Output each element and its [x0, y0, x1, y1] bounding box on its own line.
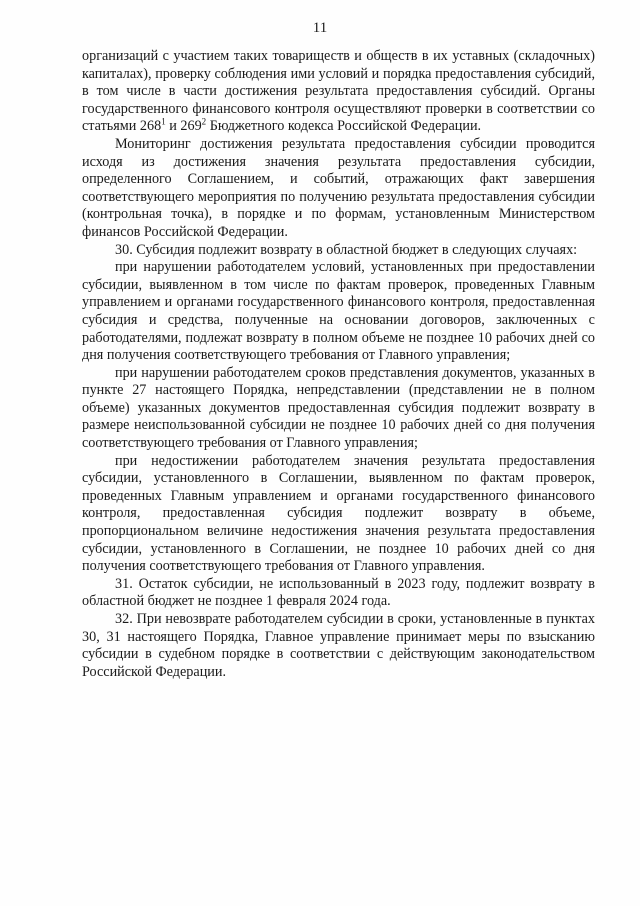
text-run: 30. Субсидия подлежит возврату в областной бюджет в следующих случаях:: [115, 241, 578, 258]
text-run: Бюджетного кодекса Российской Федерации.: [206, 118, 482, 135]
paragraph: [82, 259, 595, 365]
page-number: 11: [312, 20, 328, 36]
superscript: 2: [201, 116, 207, 127]
text-run: 32. При невозврате работодателем субсидии в сроки, установленные в пунктах 30, 31 настоящего Порядка, Главное управление принимает меры по взысканию субсидии в судебном порядке в соответствии с действующим законодательством Российской Федерации.: [82, 611, 595, 680]
paragraph: [82, 242, 595, 260]
paragraph: [82, 576, 595, 611]
text-run: организаций с участием таких товариществ и обществ в их уставных (складочных) капиталах), проверку соблюдения ими условий и порядка предоставления субсидий, в том числе в части достижения результата предоставления субсидий. Органы государственного финансового контроля осуществляют проверки в соответствии со статьями 268: [82, 48, 595, 135]
paragraph: [82, 48, 595, 136]
superscript: 1: [161, 116, 166, 127]
text-run: при нарушении работодателем условий, установленных при предоставлении субсидии, выявленном в том числе по фактам проверок, проведенных Главным управлением и органами государственного финансового контроля, предоставленная субсидия и средства, полученные на основании договоров, заключенных с работодателями, подлежат возврату в полном объеме не позднее 10 рабочих дней со дня получения соответствующего требования от Главного управления;: [82, 259, 595, 364]
paragraph: [82, 611, 595, 681]
text-run: и 269: [165, 118, 202, 135]
paragraph: [82, 453, 595, 576]
text-run: при недостижении работодателем значения результата предоставления субсидии, установленного в Соглашении, выявленном по фактам проверок, проведенных Главным управлением и органами государственного финансового контроля, предоставленная субсидия подлежит возврату в объеме, пропорциональном величине недостижения значения результата предоставления субсидии, установленного в Соглашении, не позднее 10 рабочих дней со дня получения соответствующего требования от Главного управления.: [82, 452, 595, 575]
document-body: [82, 48, 595, 681]
text-run: при нарушении работодателем сроков представления документов, указанных в пункте 27 настоящего Порядка, непредставлении (представлении не в полном объеме) указанных документов предоставленная субсидия подлежит возврату в размере неиспользованной субсидии не позднее 10 рабочих дней со дня получения соответствующего требования от Главного управления;: [82, 364, 595, 452]
paragraph: [82, 365, 595, 453]
paragraph: [82, 136, 595, 242]
text-run: Мониторинг достижения результата предоставления субсидии проводится исходя из достижения значения результата предоставления субсидии, определенного Соглашением, и событий, отражающих факт завершения соответствующего мероприятия по получению результата предоставления субсидии (контрольная точка), в порядке и по формам, установленным Министерством финансов Российской Федерации.: [82, 135, 595, 240]
text-run: 31. Остаток субсидии, не использованный в 2023 году, подлежит возврату в областной бюджет не позднее 1 февраля 2024 года.: [82, 575, 595, 610]
